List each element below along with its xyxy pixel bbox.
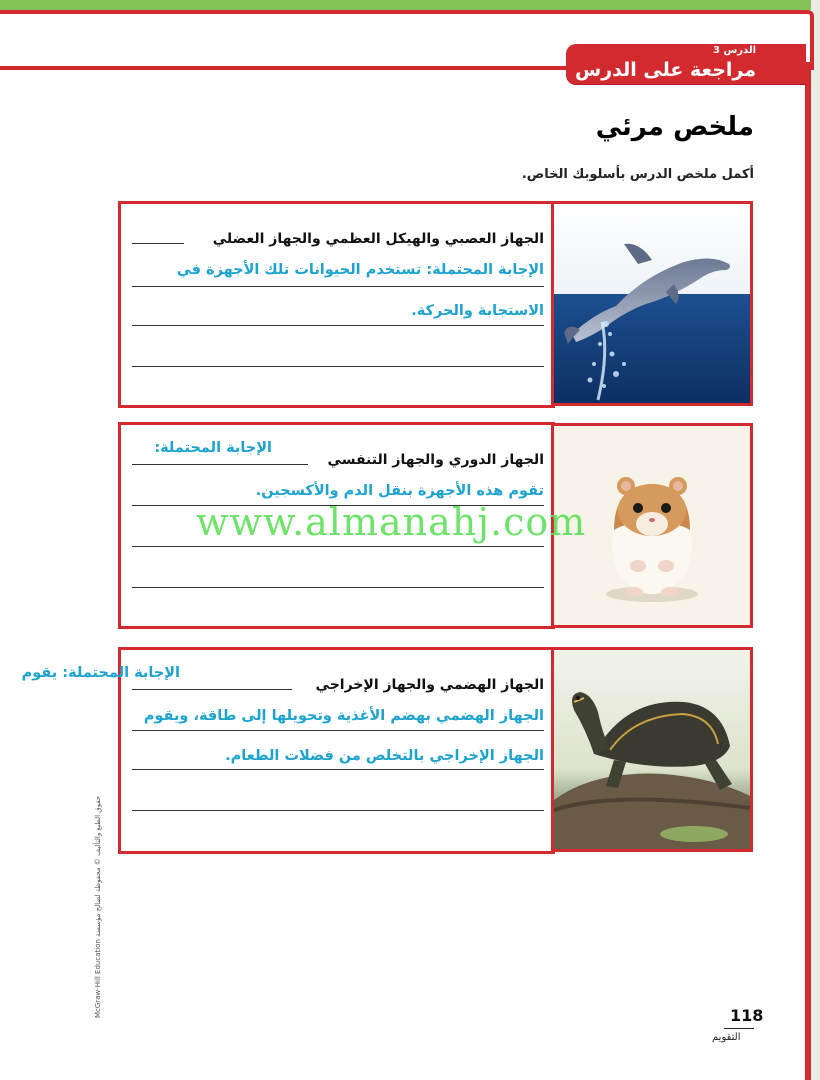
card1-blank-short: [132, 243, 184, 244]
lesson-number: الدرس 3: [713, 45, 756, 56]
copyright-credit: McGraw-Hill Education حقوق الطبع والتأليف © محفوظة لصالح مؤسسة: [94, 795, 102, 1018]
card1-rule-2: [132, 325, 544, 326]
card3-rule-2: [132, 769, 544, 770]
card2-label: الجهاز الدوري والجهاز التنفسي: [327, 452, 544, 468]
instruction-text: أكمل ملخص الدرس بأسلوبك الخاص.: [521, 167, 754, 182]
section-label: التقويم: [712, 1032, 741, 1043]
card3-answer-line1: الإجابة المحتملة: يقوم: [21, 665, 180, 681]
card3-label: الجهاز الهضمي والجهاز الإخراجي: [315, 677, 544, 693]
dolphin-image: [551, 201, 753, 406]
right-frame-bar: [805, 62, 811, 1080]
page-title: ملخص مرئي: [595, 112, 754, 142]
page-edge: [811, 0, 820, 1080]
card2-blank-short: [132, 464, 308, 465]
card3-rule-1: [132, 730, 544, 731]
card3-blank-short: [132, 689, 292, 690]
page-number-rule: [724, 1028, 754, 1029]
banner-title: مراجعة على الدرس: [574, 59, 756, 81]
card2-rule-3: [132, 587, 544, 588]
card1-answer-line2: الاستجابة والحركة.: [411, 303, 544, 319]
card3-answer-line3: الجهاز الإخراجي بالتخلص من فضلات الطعام.: [225, 748, 544, 764]
card1-rule-1: [132, 286, 544, 287]
card1-label: الجهاز العصبي والهيكل العظمي والجهاز العضلي: [212, 231, 544, 247]
lesson-banner: [566, 44, 806, 84]
turtle-image: [551, 647, 753, 852]
card1-answer-line1: الإجابة المحتملة: تستخدم الحيوانات تلك الأجهزة في: [176, 262, 544, 278]
card2-rule-2: [132, 546, 544, 547]
card1-rule-3: [132, 366, 544, 367]
dolphin-icon: [554, 204, 750, 403]
card2-answer-line1: الإجابة المحتملة:: [154, 440, 272, 456]
page-number: 118: [730, 1006, 764, 1025]
card2-answer-line2: تقوم هذه الأجهزة بنقل الدم والأكسجين.: [255, 483, 544, 499]
card3-rule-3: [132, 810, 544, 811]
turtle-icon: [554, 650, 750, 849]
card3-answer-line2: الجهاز الهضمي بهضم الأغذية وتحويلها إلى طاقة، ويقوم: [143, 708, 544, 724]
watermark-text: www.almanahj.com: [196, 500, 587, 544]
top-color-strip: [0, 0, 820, 10]
